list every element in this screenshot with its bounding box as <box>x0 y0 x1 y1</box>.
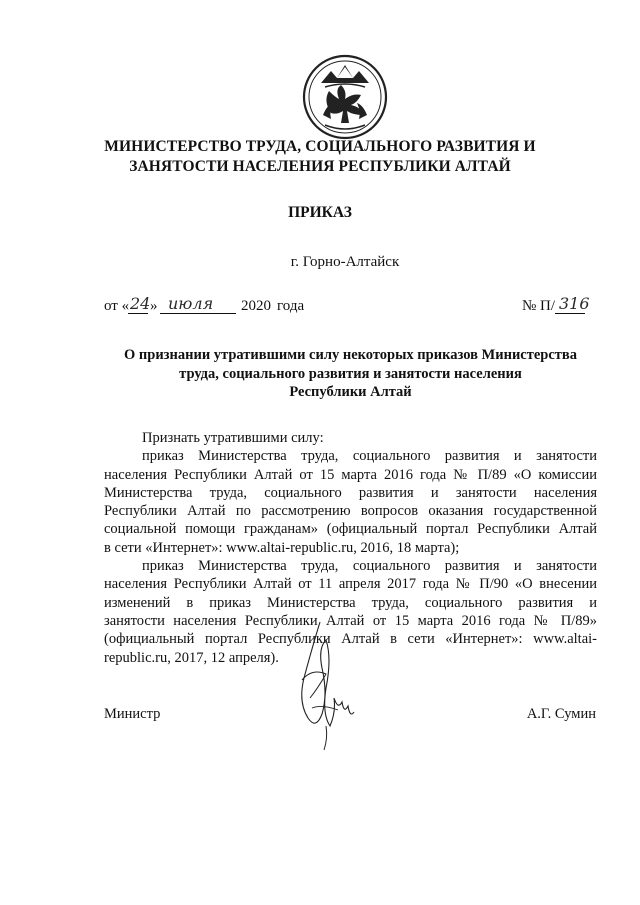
body-line: (официальный портал Республики Алтай в сети «Интернет»: www.altai- <box>104 631 597 648</box>
date-year: 2020 <box>241 298 271 314</box>
document-type: ПРИКАЗ <box>288 204 352 221</box>
order-title-line-2: труда, социального развития и занятости населения <box>179 365 522 382</box>
signatory-name: А.Г. Сумин <box>526 706 596 722</box>
ministry-name <box>0 137 640 177</box>
body-line: изменений в приказ Министерства труда, социального развития и <box>104 594 597 611</box>
order-title <box>104 346 597 402</box>
order-number: 316 <box>559 294 590 313</box>
order-number-prefix: № П/ <box>522 298 556 314</box>
date-month: июля <box>168 294 214 313</box>
body-line: населения Республики Алтай от 15 марта 2016 года № П/89 «О комиссии <box>104 466 597 483</box>
date-year-word: года <box>277 298 305 314</box>
body-line: republic.ru, 2017, 12 апреля). <box>104 649 279 666</box>
body-line: Министерства труда, социального развития и занятости населения <box>104 484 597 501</box>
body-line: занятости населения Республики Алтай от 15 марта 2016 года № П/89» <box>104 612 597 629</box>
body-line: приказ Министерства труда, социального развития и занятости <box>142 448 597 465</box>
handwritten-signature-icon <box>282 618 362 753</box>
order-title-line-3: Республики Алтай <box>289 384 412 400</box>
body-line: населения Республики Алтай от 11 апреля 2017 года № П/90 «О внесении <box>104 576 597 593</box>
order-title-line-1: О признании утратившими силу некоторых приказов Министерства <box>124 347 577 363</box>
body-line: приказ Министерства труда, социального развития и занятости <box>142 558 597 575</box>
ministry-name-line-1: МИНИСТЕРСТВО ТРУДА, СОЦИАЛЬНОГО РАЗВИТИЯ И <box>104 138 536 155</box>
date-line <box>104 294 597 320</box>
date-day: 24 <box>130 294 151 313</box>
body-line: Признать утратившими силу: <box>142 430 324 446</box>
body-line: социальной помощи гражданам» (официальный портал Республики Алтай <box>104 521 597 538</box>
ministry-name-line-2: ЗАНЯТОСТИ НАСЕЛЕНИЯ РЕСПУБЛИКИ АЛТАЙ <box>129 158 511 175</box>
city: г. Горно-Алтайск <box>290 254 400 270</box>
altai-republic-coat-of-arms-icon <box>301 53 389 141</box>
date-quote-close: » <box>150 298 158 314</box>
body-line: в сети «Интернет»: www.altai-republic.ru, 2016, 18 марта); <box>104 539 460 556</box>
date-prefix: от « <box>104 298 130 314</box>
body-line: Республики Алтай по рассмотрению вопросов оказания государственной <box>104 503 597 520</box>
signatory-position: Министр <box>104 706 161 722</box>
